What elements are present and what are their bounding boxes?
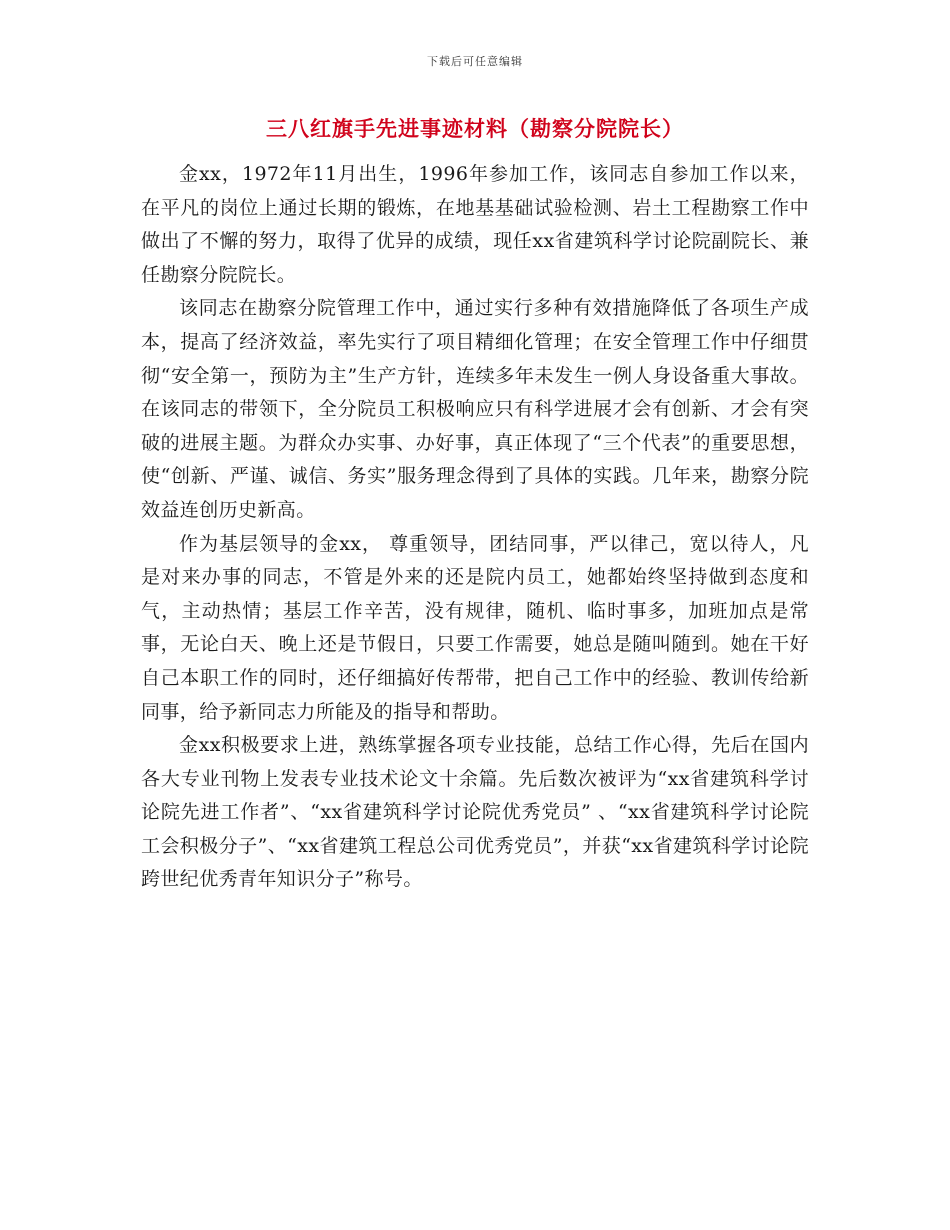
paragraph-achievements: 金xx积极要求上进，熟练掌握各项专业技能，总结工作心得，先后在国内各大专业刊物上发表专业技术论文十余篇。先后数次被评为“xx省建筑科学讨论院先进工作者”、“xx省建筑科学讨论院优秀党员” 、“xx省建筑科学讨论院工会积极分子”、“xx省建筑工程总公司优秀党员”，并获“xx省建筑科学讨论院跨世纪优秀青年知识分子”称号。 <box>141 734 809 891</box>
page-header-note: 下载后可任意编辑 <box>427 55 523 68</box>
paragraph-leadership: 作为基层领导的金xx， 尊重领导，团结同事，严以律己，宽以待人，凡是对来办事的同志，不管是外来的还是院内员工，她都始终坚持做到态度和气，主动热情；基层工作辛苦，没有规律，随机、临时事多，加班加点是常事，无论白天、晚上还是节假日，只要工作需要，她总是随叫随到。她在干好自己本职工作的同时，还仔细搞好传帮带，把自己工作中的经验、教训传给新同事，给予新同志力所能及的指导和帮助。 <box>141 532 809 723</box>
paragraph-management: 该同志在勘察分院管理工作中，通过实行多种有效措施降低了各项生产成本，提高了经济效益，率先实行了项目精细化管理；在安全管理工作中仔细贯彻“安全第一，预防为主”生产方针，连续多年未发生一例人身设备重大事故。在该同志的带领下，全分院员工积极响应只有科学进展才会有创新、才会有突破的进展主题。为群众办实事、办好事，真正体现了“三个代表”的重要思想，使“创新、严谨、诚信、务实”服务理念得到了具体的实践。几年来，勘察分院效益连创历史新高。 <box>141 297 809 521</box>
document-title: 三八红旗手先进事迹材料（勘察分院院长） <box>266 116 684 141</box>
document-body <box>141 158 809 897</box>
paragraph-intro: 金xx，1972年11月出生，1996年参加工作，该同志自参加工作以来，在平凡的岗位上通过长期的锻炼，在地基基础试验检测、岩土工程勘察工作中做出了不懈的努力，取得了优异的成绩，现任xx省建筑科学讨论院副院长、兼任勘察分院院长。 <box>141 163 809 286</box>
